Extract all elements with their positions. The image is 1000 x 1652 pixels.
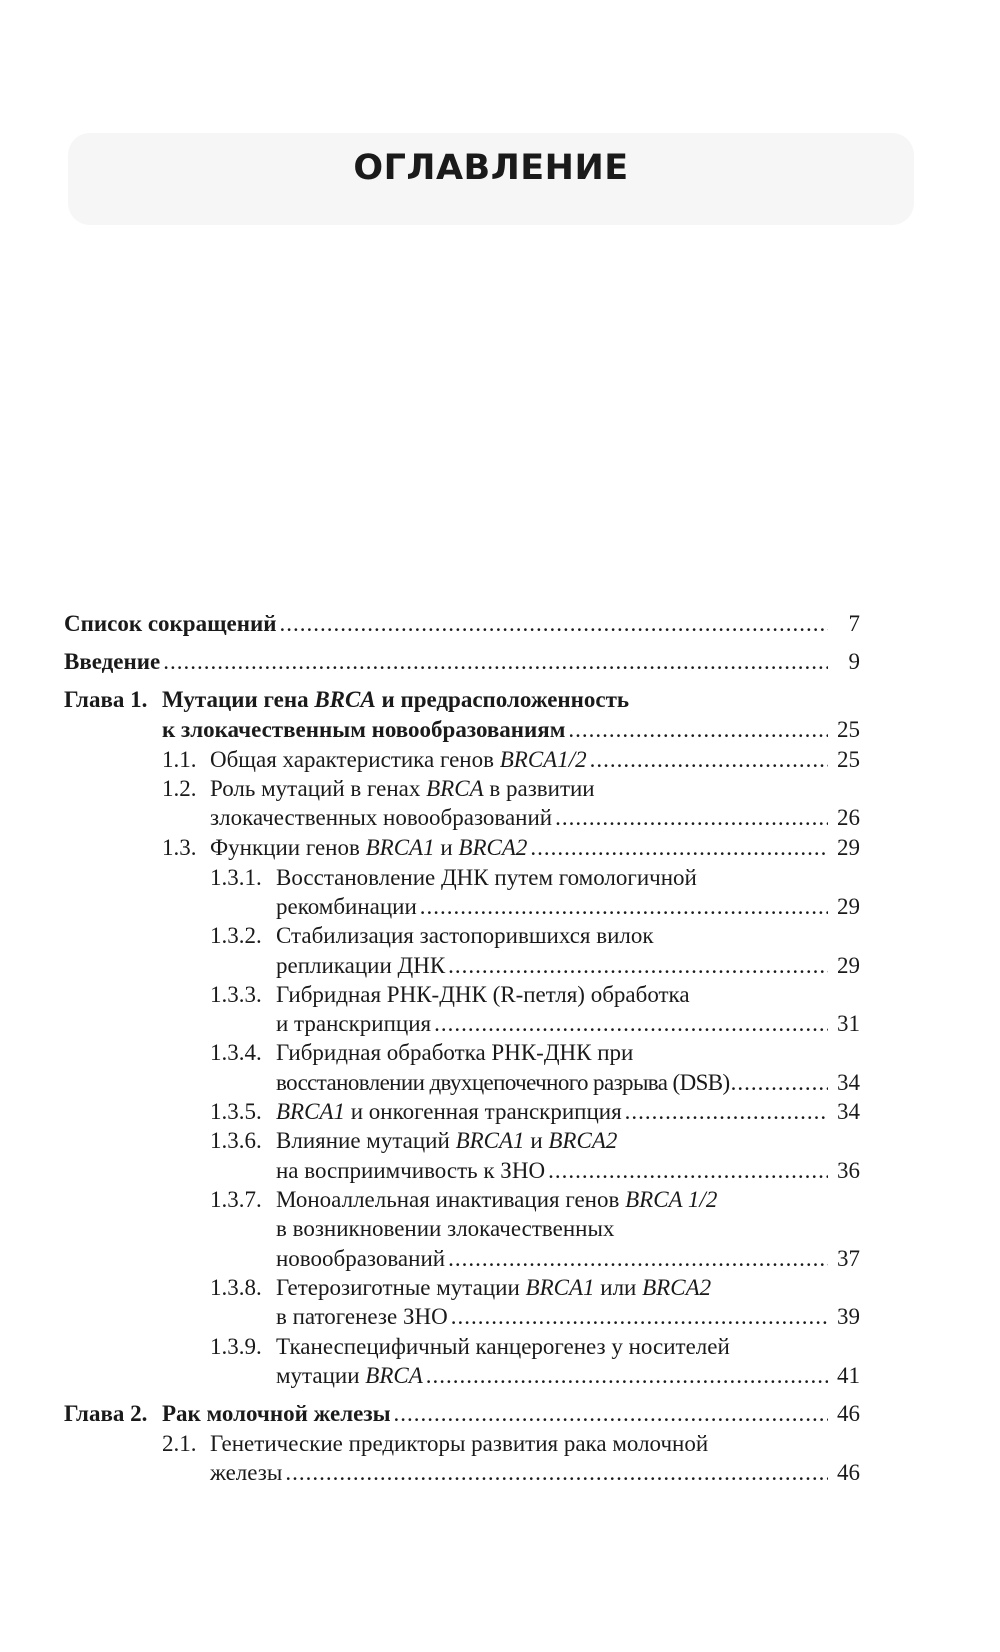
toc-entry-1-1[interactable] — [210, 744, 860, 775]
chapter-title-line[interactable]: Мутации гена BRCA и предрасположенность — [162, 687, 630, 712]
leader-dots — [625, 1096, 828, 1127]
toc-entry-label: мутации BRCA — [276, 1363, 423, 1388]
leader-dots — [285, 1457, 828, 1488]
leader-dots — [394, 1398, 828, 1429]
toc-entry-label: BRCA1 и онкогенная транскрипция — [276, 1099, 622, 1124]
toc-page-number: 29 — [837, 835, 860, 860]
toc-entry-line[interactable]: Генетические предикторы развития рака молочной — [210, 1431, 709, 1456]
toc-page-number: 26 — [837, 805, 860, 830]
leader-dots — [163, 646, 828, 677]
toc-entry-chapter-1[interactable] — [162, 714, 860, 745]
toc-entry-1-3-1[interactable] — [276, 891, 860, 922]
subsection-number: 1.3.2. — [210, 923, 262, 948]
toc-page-number: 34 — [837, 1099, 860, 1124]
toc-entry-abbreviations[interactable] — [64, 608, 860, 639]
page-title: ОГЛАВЛЕНИЕ — [353, 148, 629, 188]
leader-dots — [731, 1067, 828, 1098]
leader-dots — [426, 1360, 828, 1391]
toc-entry-1-3-5[interactable] — [276, 1096, 860, 1127]
subsection-number: 1.3.1. — [210, 865, 262, 890]
toc-page-number: 29 — [837, 894, 860, 919]
toc-page-number: 29 — [837, 953, 860, 978]
leader-dots — [530, 832, 828, 863]
leader-dots — [451, 1301, 828, 1332]
subsection-number: 1.3.6. — [210, 1128, 262, 1153]
toc-entry-label: Введение — [64, 649, 161, 674]
toc-entry-2-1[interactable] — [210, 1457, 860, 1488]
toc-entry-1-3-8[interactable] — [276, 1301, 860, 1332]
toc-entry-label: к злокачественным новообразованиям — [162, 717, 566, 742]
leader-dots — [590, 744, 828, 775]
toc-page-number: 9 — [848, 649, 860, 674]
toc-page-number: 31 — [837, 1011, 860, 1036]
leader-dots — [279, 608, 828, 639]
toc-entry-line[interactable]: Влияние мутаций BRCA1 и BRCA2 — [276, 1128, 618, 1153]
toc-entry-label: в патогенезе ЗНО — [276, 1304, 448, 1329]
toc-page-number: 46 — [837, 1460, 860, 1485]
section-number: 1.1. — [162, 747, 197, 772]
toc-entry-1-3-9[interactable] — [276, 1360, 860, 1391]
leader-dots — [448, 1243, 828, 1274]
leader-dots — [448, 950, 828, 981]
section-number: 2.1. — [162, 1431, 197, 1456]
leader-dots — [555, 802, 828, 833]
leader-dots — [420, 891, 828, 922]
toc-entry-introduction[interactable] — [64, 646, 860, 677]
subsection-number: 1.3.8. — [210, 1275, 262, 1300]
section-number: 1.2. — [162, 776, 197, 801]
leader-dots — [568, 714, 828, 745]
toc-entry-label: репликации ДНК — [276, 953, 446, 978]
toc-entry-chapter-2[interactable] — [162, 1398, 860, 1429]
toc-entry-1-3-2[interactable] — [276, 950, 860, 981]
toc-entry-label: Функции генов BRCA1 и BRCA2 — [210, 835, 528, 860]
toc-page-number: 37 — [837, 1246, 860, 1271]
toc-entry-label: новообразований — [276, 1246, 446, 1271]
toc-entry-line[interactable]: Тканеспецифичный канцерогенез у носителей — [276, 1334, 730, 1359]
toc-page-number: 36 — [837, 1158, 860, 1183]
toc-entry-line[interactable]: Восстановление ДНК путем гомологичной — [276, 865, 697, 890]
toc-entry-1-3[interactable] — [210, 832, 860, 863]
subsection-number: 1.3.9. — [210, 1334, 262, 1359]
toc-entry-label: на восприимчивость к ЗНО — [276, 1158, 546, 1183]
chapter-number: Глава 1. — [64, 687, 148, 712]
leader-dots — [434, 1008, 828, 1039]
toc-page-number: 25 — [837, 717, 860, 742]
subsection-number: 1.3.7. — [210, 1187, 262, 1212]
toc-entry-1-3-7[interactable] — [276, 1243, 860, 1274]
toc-page-number: 41 — [837, 1363, 860, 1388]
toc-page-number: 34 — [837, 1070, 860, 1095]
toc-entry-line[interactable]: Гибридная обработка РНК-ДНК при — [276, 1040, 634, 1065]
toc-entry-line[interactable]: Гибридная РНК-ДНК (R-петля) обработка — [276, 982, 690, 1007]
toc-entry-label: железы — [210, 1460, 283, 1485]
toc-page-number: 7 — [848, 611, 860, 636]
toc-entry-line[interactable]: Моноаллельная инактивация генов BRCA 1/2 — [276, 1187, 718, 1212]
toc-entry-1-3-3[interactable] — [276, 1008, 860, 1039]
subsection-number: 1.3.3. — [210, 982, 262, 1007]
subsection-number: 1.3.4. — [210, 1040, 262, 1065]
section-number: 1.3. — [162, 835, 197, 860]
toc-entry-1-2[interactable] — [210, 802, 860, 833]
toc-entry-label: Общая характеристика генов BRCA1/2 — [210, 747, 587, 772]
toc-entry-label: злокачественных новообразований — [210, 805, 553, 830]
toc-entry-line[interactable]: в возникновении злокачественных — [276, 1216, 615, 1241]
toc-entry-line[interactable]: Гетерозиготные мутации BRCA1 или BRCA2 — [276, 1275, 712, 1300]
leader-dots — [548, 1155, 828, 1186]
toc-page-number: 46 — [837, 1401, 860, 1426]
toc-entry-label: рекомбинации — [276, 894, 417, 919]
subsection-number: 1.3.5. — [210, 1099, 262, 1124]
toc-entry-1-3-4[interactable] — [276, 1067, 860, 1098]
toc-entry-label: восстановлении двухцепочечного разрыва (DSB) — [276, 1070, 730, 1095]
chapter-number: Глава 2. — [64, 1401, 148, 1426]
toc-entry-label: Рак молочной железы — [162, 1401, 391, 1426]
toc-entry-line[interactable]: Стабилизация застопорившихся вилок — [276, 923, 654, 948]
toc-entry-label: Список сокращений — [64, 611, 277, 636]
toc-page-number: 39 — [837, 1304, 860, 1329]
toc-entry-label: и транскрипция — [276, 1011, 432, 1036]
toc-page-number: 25 — [837, 747, 860, 772]
toc-entry-line[interactable]: Роль мутаций в генах BRCA в развитии — [210, 776, 595, 801]
toc-entry-1-3-6[interactable] — [276, 1155, 860, 1186]
